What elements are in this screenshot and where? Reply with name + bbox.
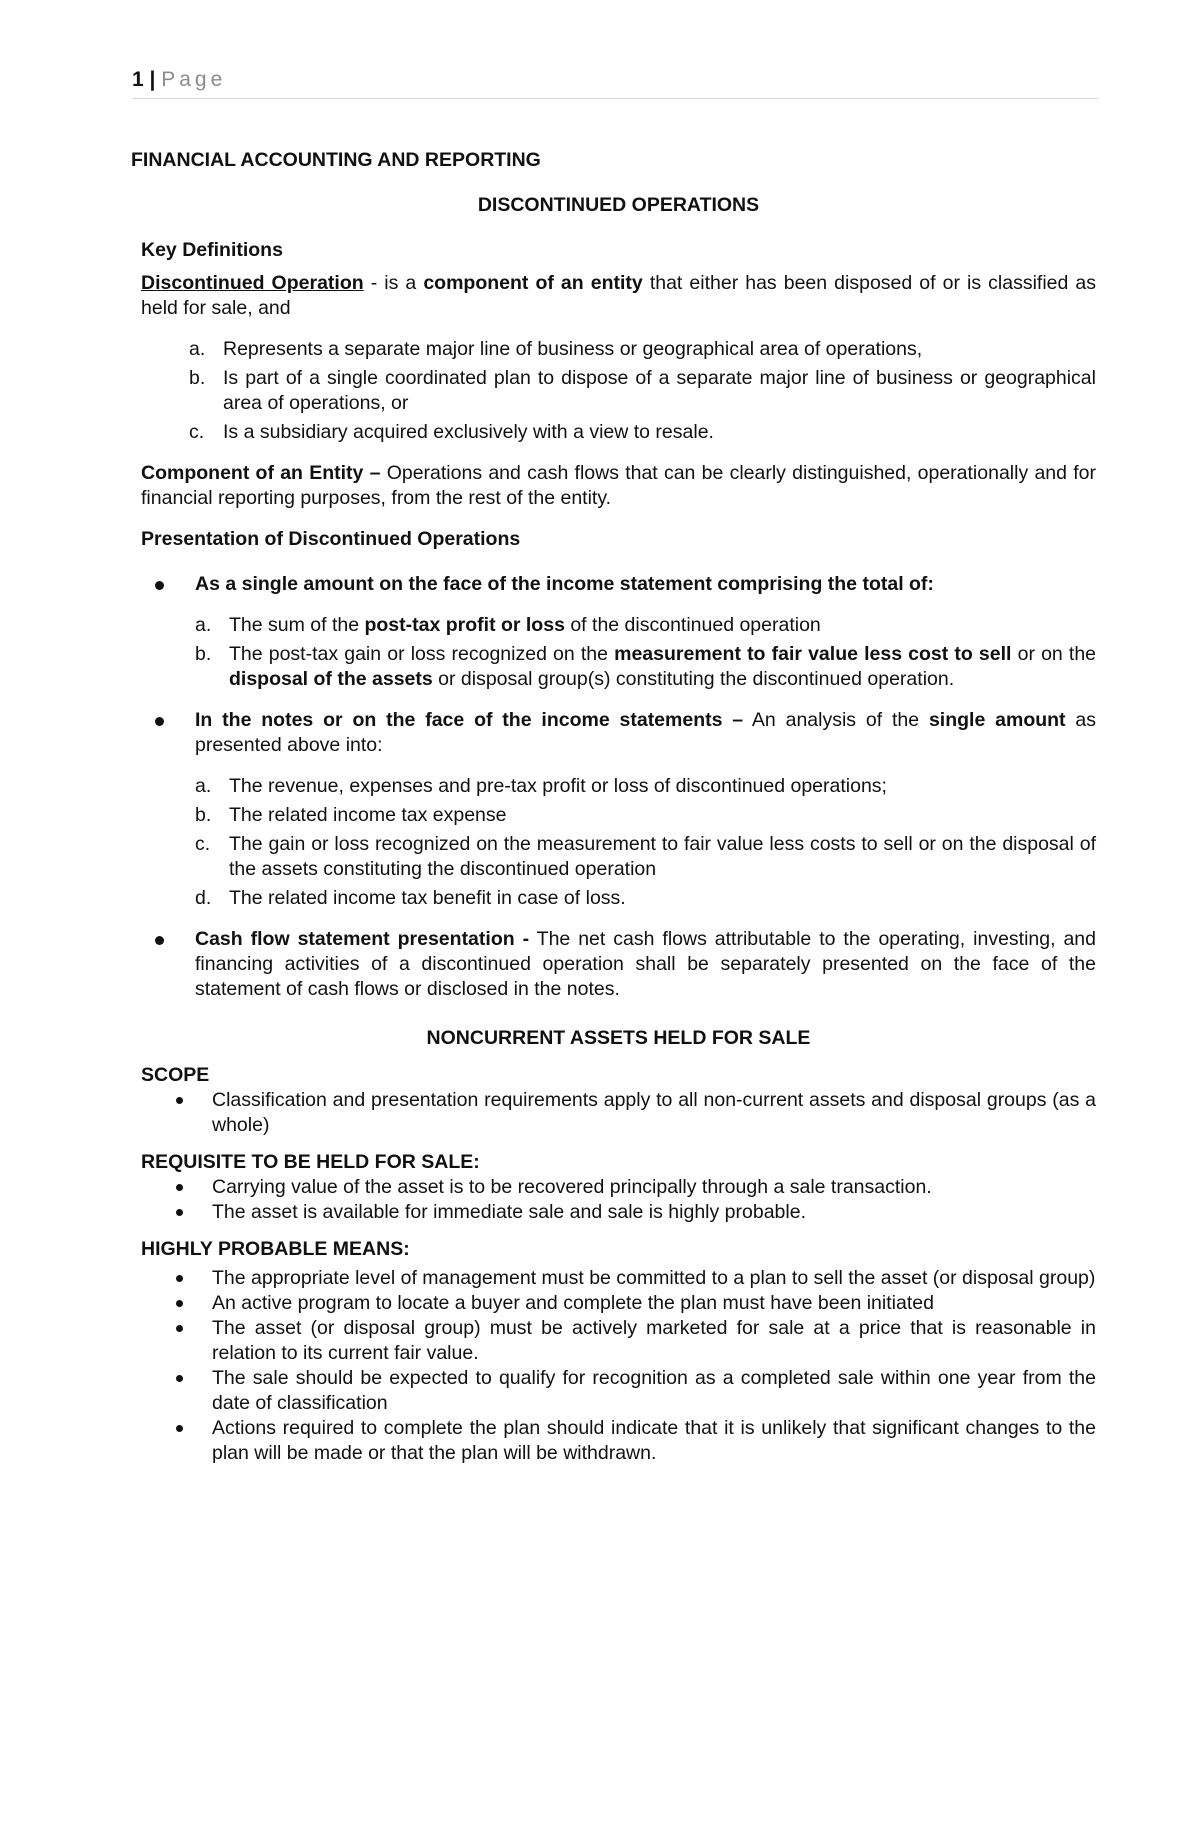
- list-item: [141, 832, 1096, 882]
- list-marker: b.: [195, 643, 212, 665]
- list-item-text: The sum of the: [229, 614, 365, 636]
- bullet-icon: [176, 1300, 183, 1307]
- document-title: FINANCIAL ACCOUNTING AND REPORTING: [131, 149, 541, 171]
- list-item-text: Represents a separate major line of business or geographical area of operations,: [223, 338, 923, 360]
- bullet-heading: As a single amount on the face of the income statement comprising the total of:: [195, 573, 934, 595]
- bullet-heading: In the notes or on the face of the income statements –: [195, 709, 744, 731]
- list-item-text: The sale should be expected to qualify for recognition as a completed sale within one year from the date of classification: [212, 1367, 1096, 1414]
- page-header: [132, 68, 1098, 99]
- bullet-icon: [176, 1325, 183, 1332]
- list-item-text: Classification and presentation requirements apply to all non-current assets and disposal groups (as a whole): [212, 1089, 1096, 1136]
- list-item-text: The related income tax expense: [229, 804, 507, 826]
- list-item: [141, 1200, 1096, 1225]
- bullet-notes-analysis: [141, 708, 1096, 758]
- bullet-single-amount: [141, 572, 1096, 597]
- bullet-icon: [155, 581, 164, 590]
- requisite-heading: REQUISITE TO BE HELD FOR SALE:: [141, 1151, 480, 1173]
- highly-probable-heading: HIGHLY PROBABLE MEANS:: [141, 1238, 410, 1260]
- definition-text-cont: that either has been disposed of or is classified as held for sale, and: [141, 272, 1097, 319]
- bullet-heading: Cash flow statement presentation -: [195, 928, 530, 950]
- list-item-text: The revenue, expenses and pre-tax profit or loss of discontinued operations;: [229, 775, 887, 797]
- criteria-list: [141, 337, 1096, 445]
- list-item-text: The related income tax benefit in case of loss.: [229, 887, 626, 909]
- list-marker: a.: [195, 614, 212, 636]
- list-item-text: An active program to locate a buyer and complete the plan must have been initiated: [212, 1292, 934, 1314]
- list-item: [141, 366, 1096, 416]
- definition-text: Operations and cash flows that can be clearly distinguished, operationally and for financial reporting purposes, from the rest of the entity.: [141, 462, 1096, 509]
- list-item: [141, 1175, 1096, 1200]
- component-of-entity-term: Component of an Entity –: [141, 462, 381, 484]
- bullet-emphasis: single amount: [928, 709, 1066, 731]
- list-item-text: Is part of a single coordinated plan to dispose of a separate major line of business or geographical area of operations, or: [223, 367, 1096, 414]
- component-phrase: component of an entity: [423, 272, 643, 294]
- bullet-icon: [155, 717, 164, 726]
- list-item-emphasis: measurement to fair value less cost to sell: [614, 643, 1012, 665]
- key-definitions-heading: Key Definitions: [141, 239, 283, 261]
- list-marker: a.: [189, 338, 206, 360]
- list-item: [141, 774, 1096, 799]
- section-title-discontinued: DISCONTINUED OPERATIONS: [477, 194, 760, 216]
- list-item-emphasis: disposal of the assets: [229, 668, 433, 690]
- discontinued-operation-definition: [141, 271, 1096, 321]
- bullet-text: as presented above into:: [195, 709, 1096, 756]
- list-marker: d.: [195, 887, 212, 909]
- list-marker: b.: [195, 804, 212, 826]
- list-item-text: or on the: [1011, 643, 1097, 665]
- bullet-text: An analysis of the: [743, 709, 929, 731]
- single-amount-list: [141, 613, 1096, 692]
- bullet-icon: [155, 936, 164, 945]
- bullet-cash-flow: [141, 927, 1096, 1002]
- list-item-text: Is a subsidiary acquired exclusively with a view to resale.: [223, 421, 714, 443]
- page-header-separator: |: [143, 68, 162, 91]
- list-item-text: or disposal group(s) constituting the discontinued operation.: [432, 668, 955, 690]
- component-of-entity-definition: [141, 461, 1096, 511]
- list-item-text: Carrying value of the asset is to be recovered principally through a sale transaction.: [212, 1176, 932, 1198]
- list-marker: c.: [195, 833, 211, 855]
- list-item: [141, 1366, 1096, 1416]
- page-number: 1: [132, 68, 144, 91]
- list-marker: c.: [189, 421, 205, 443]
- list-item: [141, 1416, 1096, 1466]
- definition-text: - is a: [363, 272, 424, 294]
- list-item-emphasis: post-tax profit or loss: [364, 614, 565, 636]
- list-item: [141, 1088, 1096, 1138]
- list-item: [141, 420, 1096, 445]
- list-item: [141, 1316, 1096, 1366]
- list-item: [141, 1291, 1096, 1316]
- list-item: [141, 337, 1096, 362]
- bullet-icon: [176, 1097, 183, 1104]
- section-title-noncurrent: NONCURRENT ASSETS HELD FOR SALE: [426, 1027, 811, 1049]
- list-item-text: Actions required to complete the plan should indicate that it is unlikely that significant changes to the plan will be made or that the plan will be withdrawn.: [212, 1417, 1096, 1464]
- document-body: [131, 148, 1097, 1466]
- list-item: [141, 613, 1096, 638]
- list-item-text: The asset is available for immediate sale and sale is highly probable.: [212, 1201, 806, 1223]
- list-item: [141, 642, 1096, 692]
- list-item-text: The appropriate level of management must be committed to a plan to sell the asset (or disposal group): [212, 1267, 1096, 1289]
- list-item: [141, 803, 1096, 828]
- list-item: [141, 1266, 1096, 1291]
- list-item-text: The gain or loss recognized on the measurement to fair value less costs to sell or on the disposal of the assets constituting the discontinued operation: [229, 833, 1096, 880]
- bullet-icon: [176, 1425, 183, 1432]
- bullet-text: The net cash flows attributable to the operating, investing, and financing activities of a discontinued operation shall be separately presented on the face of the statement of cash flows or disclosed in the notes.: [195, 928, 1096, 1000]
- bullet-icon: [176, 1375, 183, 1382]
- list-item-text: The asset (or disposal group) must be actively marketed for sale at a price that is reasonable in relation to its current fair value.: [212, 1317, 1096, 1364]
- bullet-icon: [176, 1275, 183, 1282]
- notes-analysis-list: [141, 774, 1096, 911]
- page-label: Page: [161, 68, 227, 91]
- list-item: [141, 886, 1096, 911]
- list-item-text: The post-tax gain or loss recognized on the: [229, 643, 615, 665]
- bullet-icon: [176, 1184, 183, 1191]
- discontinued-operation-term: Discontinued Operation: [141, 272, 364, 294]
- scope-heading: SCOPE: [141, 1064, 210, 1086]
- bullet-icon: [176, 1209, 183, 1216]
- list-marker: a.: [195, 775, 212, 797]
- presentation-heading: Presentation of Discontinued Operations: [141, 528, 521, 550]
- list-marker: b.: [189, 367, 206, 389]
- list-item-text: of the discontinued operation: [564, 614, 821, 636]
